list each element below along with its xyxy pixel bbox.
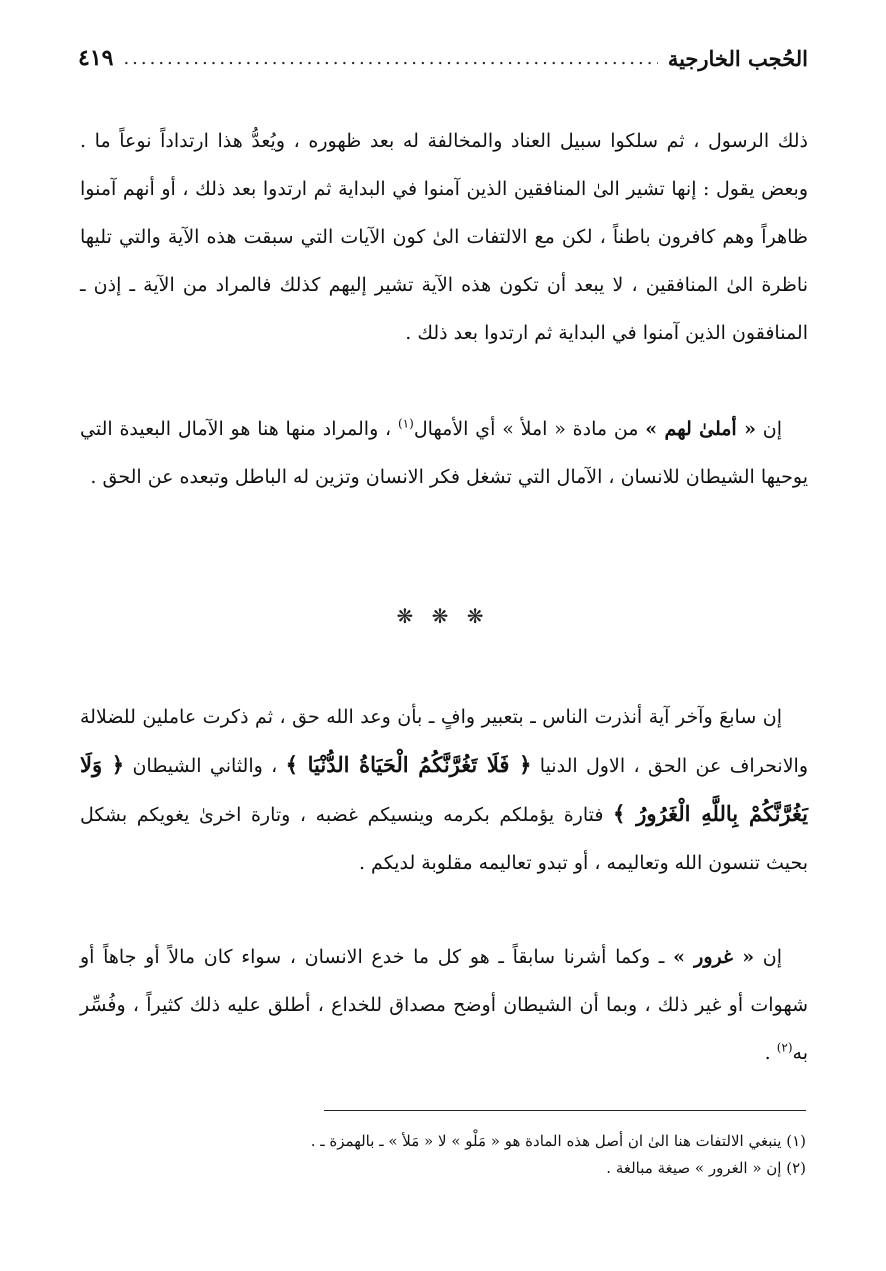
paragraph-2-rest: ، والمراد منها هنا هو الآمال البعيدة التي يوحيها الشيطان للانسان ، الآمال التي تشغل فكر الانسان وتزين له الباطل وتبعده عن الحق .	[80, 418, 808, 488]
running-title: الحُجب الخارجية	[667, 45, 808, 71]
footnotes	[78, 1128, 806, 1182]
page-header	[78, 38, 808, 78]
paragraph-4	[80, 933, 808, 1077]
quran-verse-1: ﴿ فَلَا تَغُرَّنَّكُمُ الْحَيَاةُ الدُّنْيَا ﴾	[285, 752, 532, 777]
paragraph-4-term: « غرور »	[673, 946, 755, 968]
section-separator: ❋ ❋ ❋	[396, 604, 490, 628]
quran-verse-2: ﴿ وَلَا يَغُرَّنَّكُمْ بِاللَّهِ الْغَرُورُ ﴾	[80, 752, 808, 826]
paragraph-3-part1: إن سابعَ وآخر آية أنذرت الناس ـ بتعبير وافٍ ـ بأن وعد الله حق ، ثم ذكرت عاملين للضلالة والانحراف عن الحق ، الاول الدنيا	[80, 706, 808, 777]
paragraph-3-part3: فتارة يؤملكم بكرمه وينسيكم غضبه ، وتارة اخرىٰ يغويكم بشكل بحيث تنسون الله وتعاليمه ، أو تبدو تعاليمه مقلوبة لديكم .	[80, 804, 808, 874]
footnote-divider	[324, 1110, 806, 1111]
paragraph-4-end: .	[764, 1042, 771, 1064]
paragraph-1-text: ذلك الرسول ، ثم سلكوا سبيل العناد والمخالفة له بعد ظهوره ، ويُعدُّ هذا ارتداداً نوعاً ما . وبعض يقول : إنها تشير الىٰ المنافقين الذين آمنوا في البداية ثم ارتدوا بعد ذلك ، أو أنهم آمنوا ظاهراً وهم كافرون باطناً ، لكن مع الالتفات الىٰ كون الآيات التي سبقت هذه الآية والتي تليها ناظرة الىٰ المنافقين ، لا يبعد أن تكون هذه الآية تشير إليهم كذلك فالمراد من الآية ـ إذن ـ المنافقون الذين آمنوا في البداية ثم ارتدوا بعد ذلك .	[80, 130, 808, 344]
paragraph-4-intro: إن	[762, 946, 783, 968]
paragraph-3	[80, 693, 808, 887]
footnote-ref-2[interactable]: (٢)	[776, 1040, 793, 1055]
footnote-1: (١) ينبغي الالتفات هنا الىٰ ان أصل هذه المادة هو « مَلْو » لا « مَلأ » ـ بالهمزة ـ .	[310, 1132, 806, 1150]
paragraph-3-part2: ، والثاني الشيطان	[132, 755, 278, 777]
page-number: ٤١٩	[78, 45, 114, 71]
paragraph-2-intro: إن	[762, 418, 782, 440]
paragraph-2	[80, 405, 808, 501]
footnote-ref-1[interactable]: (١)	[397, 416, 414, 431]
header-leader-dots	[123, 48, 657, 69]
footnote-2: (٢) إن « الغرور » صيغة مبالغة .	[606, 1159, 806, 1177]
paragraph-2-term: « أملىٰ لهم »	[645, 418, 756, 440]
paragraph-4-middle: ـ وكما أشرنا سابقاً ـ هو كل ما خدع الانسان ، سواء كان مالاً أو جاهاً أو شهوات أو غير ذلك ، وبما أن الشيطان أوضح مصداق للخداع ، أطلق عليه ذلك كثيراً ، وفُسِّر به	[80, 946, 808, 1064]
paragraph-1	[80, 117, 808, 357]
paragraph-2-middle: من مادة « املأ » أي الأمهال	[413, 418, 639, 440]
